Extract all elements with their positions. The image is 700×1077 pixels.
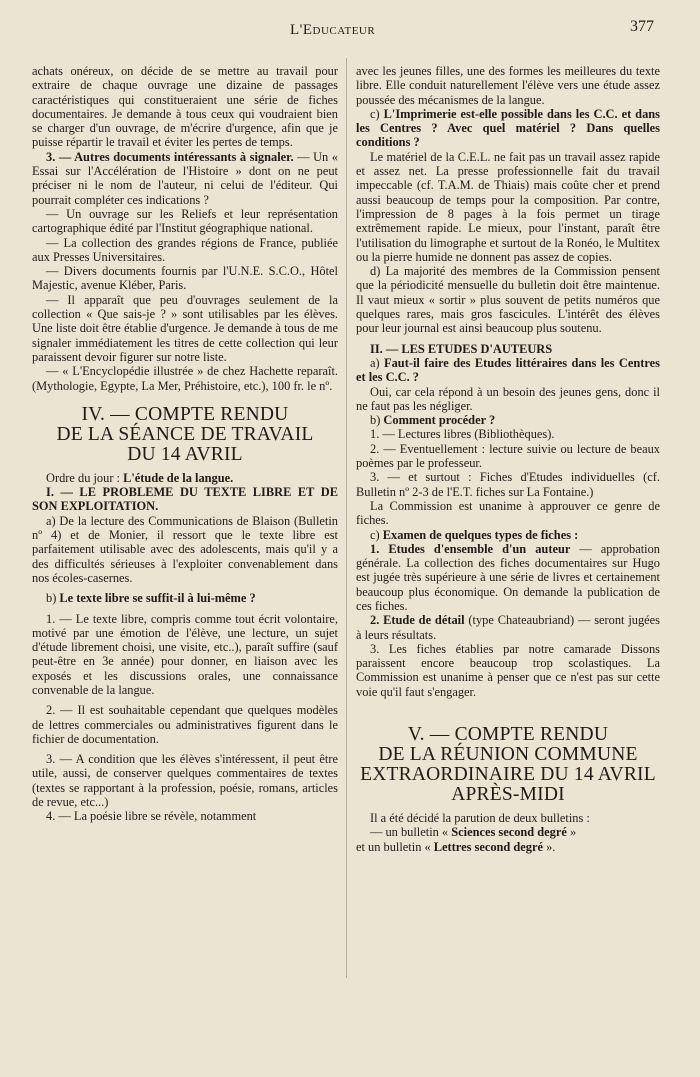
item-c-title: L'Imprimerie est-elle possible dans les C.C. et dans les Centres ? Avec quel matériel ? Dans quelles conditions ?: [356, 106, 660, 150]
numbered-paragraph: 3. — A condition que les élèves s'intéressent, il peut être utile, aussi, de conserver quelques commentaires de textes (textes se rapportant à la profession, poésie, romans, articles de revue, etc...): [32, 752, 338, 810]
item-3-paragraph: [32, 150, 338, 207]
paragraph: — La collection des grandes régions de France, publiée aux Presses Universitaires.: [32, 235, 338, 264]
bulletin-pre: — un bulletin «: [370, 825, 452, 840]
order-label: Ordre du jour :: [46, 470, 124, 485]
problem-heading: I. — LE PROBLEME DU TEXTE LIBRE ET DE SON EXPLOITATION.: [32, 485, 338, 514]
page-header: [0, 18, 700, 44]
item-d-paragraph: d) La majorité des membres de la Commission pensent que la périodicité mensuelle du bulletin doit être maintenue. Il vaut mieux « sortir » plus souvent de petits numéros que quelques rares, mais gros fascicules. L'intérêt des élèves pour leur journal est ainsi beaucoup plus soutenu.: [356, 264, 660, 336]
paragraph: Le matériel de la C.E.L. ne fait pas un travail assez rapide et assez net. La presse professionnelle fait du travail impeccable (cf. T.A.M. de Thiais) mais coûte cher et prend aussi beaucoup de temps pour la composition. Par contre, l'impression de 8 pages à la fois permet un tirage extrêmement rapide. Le mieux, pour l'instant, paraît être l'utilisation du limographe et surtout de la Ronéo, le Multitex ou la pierre humide ne donnent pas assez de copies.: [356, 149, 660, 264]
procedure-item: 3. — et surtout : Fiches d'Etudes individuelles (cf. Bulletin nº 2-3 de l'E.T. fiches sur La Fontaine.): [356, 470, 660, 499]
item-b-title: Le texte libre se suffit-il à lui-même ?: [59, 591, 256, 606]
question-b: [356, 413, 660, 427]
item-3-title: 3. — Autres documents intéressants à signaler.: [46, 149, 294, 164]
bulletin-line: [356, 825, 660, 839]
order-of-day: [32, 471, 338, 485]
fiche-title: 1. Etudes d'ensemble d'un auteur: [370, 541, 571, 556]
procedure-item: La Commission est unanime à approuver ce genre de fiches.: [356, 498, 660, 528]
item-3-text: — Un « Essai sur l'Accélération de l'Histoire » dont on ne peut préciser ni le nom de l'auteur, ni celui de l'éditeur. Qui pourrait compléter ces indications ?: [32, 149, 338, 207]
bulletin-line: [356, 840, 660, 854]
bulletin-post: ».: [542, 839, 556, 854]
fiche-item: [356, 542, 660, 613]
question-b-title: Comment procéder ?: [383, 413, 496, 428]
section-heading-line: DU 14 AVRIL: [127, 443, 243, 465]
journal-title: L'Educateur: [290, 22, 376, 38]
part-2-heading: II. — LES ETUDES D'AUTEURS: [370, 341, 553, 356]
bulletin-name: Lettres second degré: [433, 839, 543, 854]
page-number: 377: [630, 18, 654, 35]
fiche-text: (type Chateaubriand) — seront jugées à leurs résultats.: [356, 613, 660, 642]
bulletin-pre: et un bulletin «: [356, 839, 434, 854]
left-column: [32, 64, 338, 824]
section-5-heading: [356, 725, 660, 805]
item-a-paragraph: a) De la lecture des Communications de Blaison (Bulletin nº 4) et de Monier, il ressort que le texte libre est parfaitement utilisable avec des adolescents, mais qu'il y a des difficultés sérieuses à l'exploiter convenablement dans nos écoles-casernes.: [32, 513, 338, 585]
question-c-label: c): [370, 527, 383, 542]
section-4-heading: [32, 405, 338, 465]
bulletin-post: »: [566, 825, 577, 840]
fiche-item: [356, 642, 660, 699]
paragraph: — Un ouvrage sur les Reliefs et leur représentation cartographique édité par l'Institut géographique national.: [32, 206, 338, 236]
question-a-title: Faut-il faire des Etudes littéraires dans les Centres et les C.C. ?: [356, 355, 660, 385]
section-heading-line: V. — COMPTE RENDU: [407, 724, 609, 746]
right-column: [356, 64, 660, 854]
item-b-label: b): [46, 591, 60, 606]
order-value: L'étude de la langue.: [123, 470, 234, 485]
numbered-paragraph: 1. — Le texte libre, compris comme tout écrit volontaire, motivé par une émotion de l'élève, une lecture, un sujet d'étude librement choisi, une visite, etc..), paraît suffire (sauf peut-être en 3e année) pour donner, en liaison avec les exposés et les discussions orales, une connaissance convenable de la langue.: [32, 611, 338, 697]
procedure-item: 2. — Eventuellement : lecture suivie ou lecture de beaux poèmes par le professeur.: [356, 441, 660, 471]
fiche-item: [356, 613, 660, 642]
section-heading-line: DE LA RÉUNION COMMUNE: [378, 744, 638, 766]
paragraph: avec les jeunes filles, une des formes les meilleures du texte libre. Elle conduit naturellement l'élève vers une étude assez poussée des mécanismes de la langue.: [356, 64, 660, 107]
paragraph: Il a été décidé la parution de deux bulletins :: [370, 811, 590, 826]
bulletin-name: Sciences second degré: [451, 825, 567, 840]
section-heading-line: IV. — COMPTE RENDU: [81, 403, 289, 425]
item-c-label: c): [370, 106, 384, 121]
paragraph: — Il apparaît que peu d'ouvrages seulement de la collection « Que sais-je ? » sont utilisables par les élèves. Une liste doit être établie d'urgence. Je demande à tous de me signaler immédiatement les titres de cette collection qui leur paraissent devoir figurer sur notre liste.: [32, 292, 338, 364]
item-c-paragraph: [356, 107, 660, 150]
question-a-label: a): [370, 355, 385, 370]
item-b-paragraph: [32, 591, 338, 605]
question-a: [356, 356, 660, 385]
paragraph: achats onéreux, on décide de se mettre au travail pour extraire de chaque ouvrage une dizaine de passages caractéristiques qui constitueraient une série de fiches documentaires. Je demande à tous ceux qui voudraient bien se charger d'un ouvrage, de m'écrire d'urgence, afin que je puisse répartir le travail et éviter les pertes de temps.: [32, 64, 338, 150]
procedure-item: 1. — Lectures libres (Bibliothèques).: [370, 427, 555, 442]
fiche-text: 3. Les fiches établies par notre camarade Dissons paraissent encore beaucoup trop scolastiques. La Commission est unanime à penser que ce n'est pas sur cette voie qu'il faut s'engager.: [356, 641, 660, 699]
column-divider: [346, 58, 347, 978]
question-b-label: b): [370, 413, 384, 428]
numbered-paragraph: 2. — Il est souhaitable cependant que quelques modèles de lettres commerciales ou administratives figurent dans le fichier de documentation.: [32, 703, 338, 746]
question-c: [356, 528, 660, 542]
section-heading-line: DE LA SÉANCE DE TRAVAIL: [56, 423, 314, 445]
question-c-title: Examen de quelques types de fiches :: [382, 527, 579, 542]
section-heading-line: APRÈS-MIDI: [451, 784, 565, 806]
numbered-paragraph: 4. — La poésie libre se révèle, notamment: [46, 809, 257, 824]
paragraph: Oui, car cela répond à un besoin des jeunes gens, donc il ne faut pas les négliger.: [356, 384, 660, 413]
paragraph: — Divers documents fournis par l'U.N.E. S.C.O., Hôtel Majestic, avenue Kléber, Paris.: [32, 264, 338, 293]
paragraph: — « L'Encyclopédie illustrée » de chez Hachette reparaît. (Mythologie, Egypte, La Mer, Préhistoire, etc.), 100 fr. le nº.: [32, 364, 338, 393]
section-heading-line: EXTRAORDINAIRE DU 14 AVRIL: [360, 764, 656, 786]
fiche-text: — approbation générale. La collection des fiches documentaires sur Hugo est jugée très supérieure à une série de livres et certainement beaucoup plus économique. On demande la publication de ces fiches.: [356, 541, 660, 613]
fiche-title: 2. Etude de détail: [370, 613, 465, 628]
